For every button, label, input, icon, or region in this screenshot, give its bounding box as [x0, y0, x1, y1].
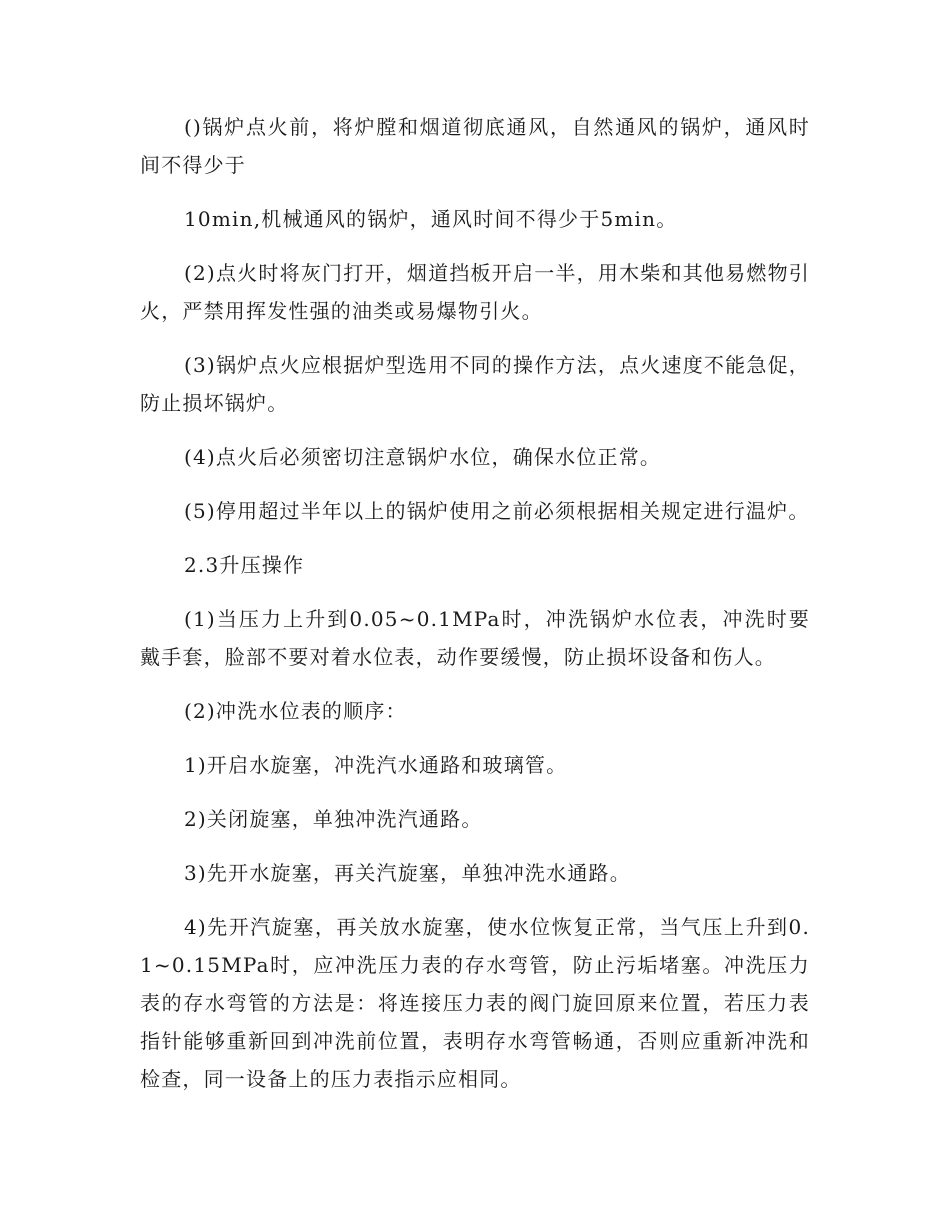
paragraph-pressure-step-1: (1)当压力上升到0.05~0.1MPa时，冲洗锅炉水位表，冲洗时要戴手套，脸部不要对着水位表，动作要缓慢，防止损坏设备和伤人。 — [140, 607, 810, 669]
list-item-flush-4: 4)先开汽旋塞，再关放水旋塞，使水位恢复正常，当气压上升到0.1~0.15MPa时，应冲洗压力表的存水弯管，防止污垢堵塞。冲洗压力表的存水弯管的方法是：将连接压力表的阀门旋回原来位置，若压力表指针能够重新回到冲洗前位置，表明存水弯管畅通，否则应重新冲洗和检查，同一设备上的压力表指示应相同。 — [140, 915, 810, 1091]
paragraph-ignition-step-5: (5)停用超过半年以上的锅炉使用之前必须根据相关规定进行温炉。 — [184, 499, 810, 523]
paragraph-ignition-step-3: (3)锅炉点火应根据炉型选用不同的操作方法，点火速度不能急促，防止损坏锅炉。 — [140, 353, 810, 415]
document-page — [140, 108, 810, 1114]
paragraph-ignition-step-4: (4)点火后必须密切注意锅炉水位，确保水位正常。 — [184, 445, 662, 469]
paragraph-ignition-step-2: (2)点火时将灰门打开，烟道挡板开启一半，用木柴和其他易燃物引火，严禁用挥发性强的油类或易爆物引火。 — [140, 261, 810, 323]
paragraph-ventilation-time: 10min,机械通风的锅炉，通风时间不得少于5min。 — [184, 207, 678, 231]
list-item-flush-3: 3)先开水旋塞，再关汽旋塞，单独冲洗水通路。 — [184, 861, 631, 885]
list-item-flush-2: 2)关闭旋塞，单独冲洗汽通路。 — [184, 807, 483, 831]
paragraph-pressure-step-2: (2)冲洗水位表的顺序： — [184, 699, 407, 723]
list-item-flush-1: 1)开启水旋塞，冲洗汽水通路和玻璃管。 — [184, 753, 568, 777]
section-heading-pressure-raising: 2.3升压操作 — [184, 553, 305, 577]
paragraph-ignition-ventilation: ()锅炉点火前，将炉膛和烟道彻底通风，自然通风的锅炉，通风时间不得少于 — [140, 115, 810, 177]
